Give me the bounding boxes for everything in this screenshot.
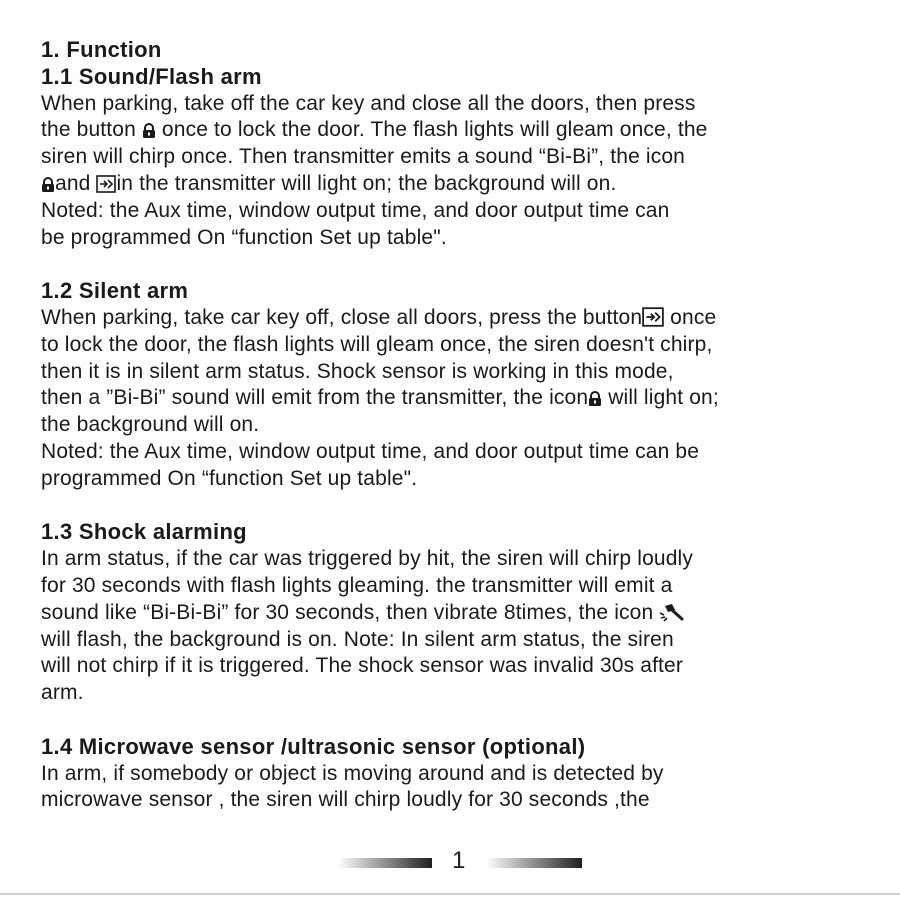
s12-line-7: programmed On “function Set up table". xyxy=(41,466,418,490)
lock-icon xyxy=(41,174,55,201)
bottom-divider xyxy=(0,893,900,895)
s13-line-3 xyxy=(41,600,881,627)
silent-arm-icon xyxy=(96,174,116,201)
s11-line-3: siren will chirp once. Then transmitter emits a sound “Bi-Bi”, the icon xyxy=(41,145,686,169)
spacer xyxy=(41,493,881,520)
spacer xyxy=(41,707,881,734)
s12-line-6: Noted: the Aux time, window output time, and door output time can be xyxy=(41,439,700,463)
s12-line-4 xyxy=(41,385,881,412)
manual-page xyxy=(41,37,881,814)
spacer xyxy=(41,251,881,278)
s11-line-4 xyxy=(41,171,881,198)
s12-line-5: the background will on. xyxy=(41,413,260,437)
section-1-1-title: 1.1 Sound/Flash arm xyxy=(41,63,262,89)
s11-line-2b: once to lock the door. The flash lights will gleam once, the xyxy=(161,118,708,142)
lock-icon xyxy=(142,120,156,147)
s12-line-1a: When parking, take car key off, close all doors, press the button xyxy=(41,305,643,329)
section-1-2-title: 1.2 Silent arm xyxy=(41,278,189,304)
section-1-4-title: 1.4 Microwave sensor /ultrasonic sensor (optional) xyxy=(41,733,586,759)
s11-line-6: be programmed On “function Set up table". xyxy=(41,225,447,249)
s13-line-5: will not chirp if it is triggered. The shock sensor was invalid 30s after xyxy=(41,654,684,678)
s11-line-2a: the button xyxy=(41,118,142,142)
shock-hammer-icon xyxy=(659,602,685,630)
s12-line-2: to lock the door, the flash lights will gleam once, the siren doesn't chirp, xyxy=(41,332,713,356)
function-heading: 1. Function xyxy=(41,37,162,62)
s13-line-6: arm. xyxy=(41,681,84,705)
footer-gradient-bar-right xyxy=(486,858,582,868)
s11-line-4b: in the transmitter will light on; the background will on. xyxy=(116,171,617,195)
s11-line-4a: and xyxy=(55,171,97,195)
s13-line-4: will flash, the background is on. Note: In silent arm status, the siren xyxy=(41,627,674,651)
s11-line-1: When parking, take off the car key and close all the doors, then press xyxy=(41,91,696,115)
s12-line-1 xyxy=(41,305,881,332)
s11-line-5: Noted: the Aux time, window output time, and door output time can xyxy=(41,198,670,222)
s12-line-4a: then a ”Bi-Bi” sound will emit from the transmitter, the icon xyxy=(41,386,589,410)
footer-gradient-bar-left xyxy=(338,858,432,868)
s11-line-2 xyxy=(41,117,881,144)
s12-line-3: then it is in silent arm status. Shock sensor is working in this mode, xyxy=(41,359,674,383)
s14-line-2: microwave sensor , the siren will chirp loudly for 30 seconds ,the xyxy=(41,788,650,812)
page-footer xyxy=(0,846,900,876)
lock-icon xyxy=(588,388,602,415)
s13-line-3a: sound like “Bi-Bi-Bi” for 30 seconds, then vibrate 8times, the icon xyxy=(41,600,660,624)
s12-line-4b: will light on; xyxy=(602,386,719,410)
silent-arm-icon xyxy=(642,307,664,335)
page-number: 1 xyxy=(452,847,466,874)
section-1-3-title: 1.3 Shock alarming xyxy=(41,519,247,545)
s13-line-1: In arm status, if the car was triggered by hit, the siren will chirp loudly xyxy=(41,547,694,571)
s14-line-1: In arm, if somebody or object is moving around and is detected by xyxy=(41,761,664,785)
s13-line-2: for 30 seconds with flash lights gleaming. the transmitter will emit a xyxy=(41,573,673,597)
s12-line-1b: once xyxy=(664,305,717,329)
